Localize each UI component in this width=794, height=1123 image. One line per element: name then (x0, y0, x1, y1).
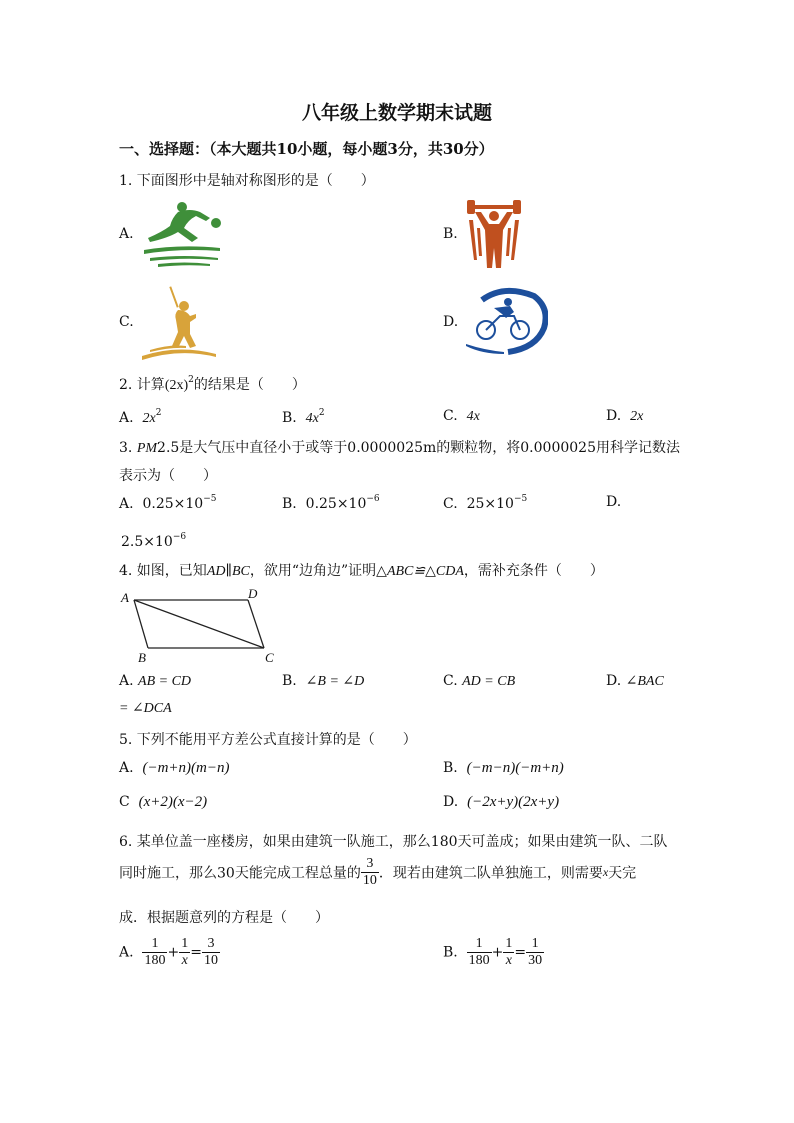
q4-option-c (443, 673, 515, 690)
q1-option-b-label: B. (443, 226, 458, 242)
q3-option-d-label: D. (606, 494, 622, 510)
q6-b-frac2-num: 1 (505, 936, 513, 951)
q6-a-frac1-den: 180 (144, 953, 166, 968)
q6-b-frac2 (503, 936, 514, 969)
q2-option-a (119, 408, 161, 427)
q3-option-a-label: A. (119, 496, 134, 512)
q3-stem-pm: PM (136, 441, 158, 456)
q2-option-d (606, 408, 643, 425)
q6-b-plus: + (491, 944, 504, 961)
question-4-stem (119, 560, 604, 580)
q3-option-c-exp: −5 (513, 494, 528, 504)
q6-b-frac1 (467, 936, 492, 969)
q6-b-frac1-den: 180 (468, 953, 490, 968)
q4-option-d (606, 673, 664, 690)
q2-option-d-expr: 2x (630, 409, 644, 424)
question-3-stem-line2: 表示为（ ） (119, 468, 217, 484)
q6-a-plus: + (167, 944, 180, 961)
golfer-icon (140, 284, 218, 362)
q6-b-frac3-den: 30 (528, 953, 543, 968)
q6-option-a-label: A. (119, 944, 134, 961)
q2-option-a-label: A. (119, 410, 134, 426)
q5-option-a (119, 760, 229, 777)
q3-stem-text: 2.5是大气压中直径小于或等于0.0000025m的颗粒物，将0.0000025用科学记数法 (157, 440, 680, 456)
q6-line2-end: 天完 (608, 865, 637, 882)
q4-option-a-label: A. (119, 673, 134, 689)
q2-option-b-exp: 2 (318, 408, 325, 418)
q5-option-b-label: B. (443, 760, 458, 776)
cyclist-icon (464, 286, 548, 356)
q3-option-d (121, 532, 186, 550)
parallelogram-figure (118, 584, 288, 668)
q6-a-frac2-den: x (181, 953, 188, 968)
q4-option-d-label: D. (606, 673, 622, 689)
vertex-b-label: B (138, 650, 146, 665)
volleyball-player-icon (140, 198, 226, 268)
q3-option-a-exp: −5 (203, 494, 217, 504)
q2-option-d-label: D. (606, 408, 622, 424)
q4-option-c-expr: AD = CB (462, 674, 516, 689)
q5-option-b-expr: (−m−n)(−m+n) (466, 760, 564, 776)
q3-stem-num: 3. (119, 440, 133, 456)
q3-option-d-exp: −6 (172, 532, 187, 542)
q5-option-c-expr: (x+2)(x−2) (138, 794, 208, 810)
q3-option-b-exp: −6 (366, 494, 380, 504)
q2-stem-pre: 2. 计算 (119, 377, 165, 393)
q5-option-c-label: C (119, 794, 130, 810)
q3-option-a (119, 494, 216, 512)
q6-a-frac1 (142, 936, 167, 969)
q6-b-frac1-num: 1 (467, 936, 492, 953)
q5-option-d (443, 794, 559, 811)
q5-option-a-expr: (−m+n)(m−n) (142, 760, 230, 776)
q6-a-frac3-num: 3 (202, 936, 220, 953)
q4-option-b-label: B. (282, 673, 297, 689)
q2-option-b-label: B. (282, 410, 297, 426)
question-6-stem-line3: 成．根据题意列的方程是（ ） (119, 910, 329, 926)
question-6-stem-line2 (119, 856, 636, 889)
weightlifter-icon (463, 198, 525, 270)
q6-a-equals: = (190, 944, 202, 961)
q3-option-b-expr: 0.25×10 (305, 496, 367, 512)
q6-b-equals: = (514, 944, 527, 961)
question-5-stem: 5. 下列不能用平方差公式直接计算的是（ ） (119, 732, 417, 748)
q2-stem-post: 的结果是（ ） (193, 377, 306, 393)
q2-option-c-expr: 4x (466, 409, 480, 424)
q6-b-frac3-num: 1 (526, 936, 544, 953)
q6-option-a (119, 936, 220, 969)
q4-option-d-continued: = ∠DCA (119, 701, 172, 716)
q5-option-d-expr: (−2x+y)(2x+y) (467, 794, 560, 810)
q6-a-frac3 (202, 936, 220, 969)
q6-fraction (361, 856, 379, 889)
q6-option-b (443, 936, 544, 969)
q1-option-a-label: A. (119, 226, 134, 242)
q4-option-b-expr: ∠B = ∠D (305, 674, 365, 689)
q6-a-frac3-den: 10 (203, 953, 218, 968)
q2-stem-exp: 2 (188, 375, 194, 385)
q4-option-a-expr: AB = CD (138, 674, 192, 689)
q4-stem-mid: ，欲用“边角边”证明 (249, 563, 377, 579)
segment-ab (134, 600, 148, 648)
q3-option-c-label: C. (443, 496, 458, 512)
vertex-d-label: D (248, 586, 258, 601)
q4-stem-cond: AD∥BC (206, 564, 250, 579)
q3-option-c (443, 494, 527, 512)
q1-option-d-label: D. (443, 314, 459, 330)
q3-option-b (282, 494, 380, 512)
q6-a-frac2-num: 1 (181, 936, 189, 951)
q4-stem-pre: 4. 如图，已知 (119, 563, 207, 579)
q6-line2-pre: 同时施工，那么30天能完成工程总量的 (119, 865, 361, 882)
q2-option-b (282, 408, 325, 427)
q3-option-a-expr: 0.25×10 (142, 496, 204, 512)
vertex-a-label: A (121, 590, 129, 605)
segment-dc (248, 600, 264, 648)
q6-fraction-num: 3 (361, 856, 379, 873)
q1-option-c-label: C. (119, 314, 134, 330)
q5-option-c (119, 794, 207, 811)
q4-stem-post: ，需补充条件（ ） (463, 563, 604, 579)
q4-option-a (119, 673, 191, 690)
q2-option-b-expr: 4x (305, 411, 319, 426)
q6-line2-var: x (602, 865, 609, 879)
q3-option-b-label: B. (282, 496, 297, 512)
q6-a-frac1-num: 1 (142, 936, 167, 953)
q5-option-b (443, 760, 564, 777)
page-title: 八年级上数学期末试题 (301, 102, 492, 124)
q6-fraction-den: 10 (362, 873, 377, 888)
q6-a-frac2 (179, 936, 190, 969)
q4-option-d-expr: ∠BAC (625, 674, 664, 689)
diagonal-ac (134, 600, 264, 648)
section-heading: 一、选择题：（本大题共10小题，每小题3分，共30分） (119, 140, 494, 158)
q4-option-c-label: C. (443, 673, 458, 689)
q6-b-frac2-den: x (505, 953, 512, 968)
question-2-stem (119, 374, 306, 394)
question-6-stem-line1: 6. 某单位盖一座楼房，如果由建筑一队施工，那么180天可盖成；如果由建筑一队、二队 (119, 834, 668, 850)
q3-option-d-expr: 2.5×10 (121, 534, 173, 550)
q4-option-b (282, 673, 364, 690)
question-3-stem-line1 (119, 437, 680, 457)
q5-option-a-label: A. (119, 760, 134, 776)
q2-option-a-exp: 2 (155, 408, 162, 418)
q6-option-b-label: B. (443, 944, 458, 961)
vertex-c-label: C (265, 650, 274, 665)
q2-stem-expr: (2x) (164, 378, 189, 393)
q3-option-c-expr: 25×10 (466, 496, 514, 512)
question-1-stem: 1. 下面图形中是轴对称图形的是（ ） (119, 173, 375, 189)
q4-stem-tri: △ABC≌△CDA (376, 564, 464, 579)
q2-option-a-expr: 2x (142, 411, 156, 426)
q6-b-frac3 (526, 936, 544, 969)
q2-option-c-label: C. (443, 408, 458, 424)
q2-option-c (443, 408, 480, 425)
q6-line2-post: ．现若由建筑二队单独施工，则需要 (378, 865, 603, 882)
q5-option-d-label: D. (443, 794, 459, 810)
